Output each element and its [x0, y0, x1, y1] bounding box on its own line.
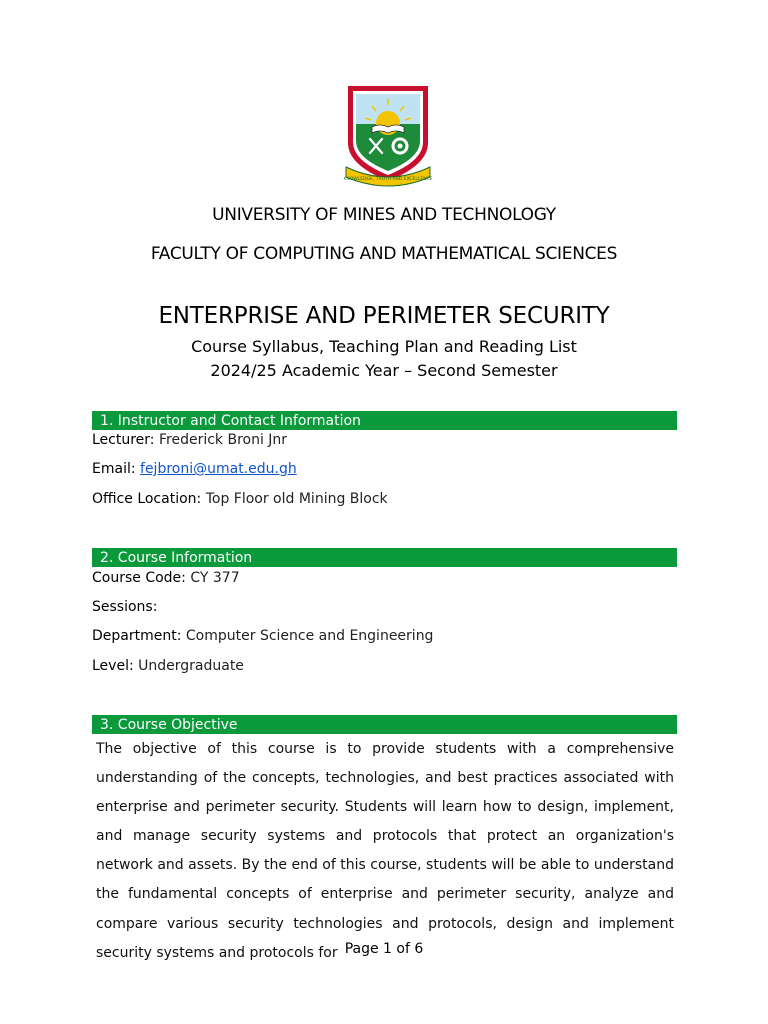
course-subtitle: Course Syllabus, Teaching Plan and Reading List	[191, 337, 577, 356]
sessions-row	[92, 599, 157, 615]
course-code-value: CY 377	[190, 570, 240, 586]
course-code-row	[92, 570, 240, 586]
section-heading-instructor: 1. Instructor and Contact Information	[92, 411, 677, 430]
lecturer-value: Frederick Broni Jnr	[158, 432, 288, 448]
email-label: Email:	[92, 461, 136, 477]
section-heading-objective: 3. Course Objective	[92, 715, 677, 734]
academic-term: 2024/25 Academic Year – Second Semester	[210, 361, 558, 380]
page-number: Page 1 of 6	[344, 941, 424, 957]
lecturer-label: Lecturer:	[92, 432, 155, 448]
office-label: Office Location:	[92, 491, 202, 507]
objective-paragraph: The objective of this course is to provide students with a comprehensive understanding of the concepts, technologies, and best practices associated with enterprise and perimeter security. Students will learn how to design, implement, and manage security systems and protocols that protect an organization's network and assets. By the end of this course, students will be able to understand the fundamental concepts of enterprise and perimeter security, analyze and compare various security technologies and protocols, design and implement security systems and protocols for	[96, 741, 674, 961]
course-code-label: Course Code:	[92, 570, 186, 586]
department-label: Department:	[92, 628, 182, 644]
level-label: Level:	[92, 658, 134, 674]
email-link[interactable]: fejbroni@umat.edu.gh	[140, 461, 297, 477]
course-title: ENTERPRISE AND PERIMETER SECURITY	[158, 303, 610, 329]
logo-motto: KNOWLEDGE, TRUTH AND EXCELLENCE	[344, 177, 432, 182]
office-value: Top Floor old Mining Block	[205, 491, 388, 507]
university-crest-logo	[344, 83, 432, 189]
university-name: UNIVERSITY OF MINES AND TECHNOLOGY	[212, 205, 556, 225]
lecturer-row	[92, 432, 287, 448]
level-row	[92, 658, 244, 674]
department-row	[92, 628, 433, 644]
email-row	[92, 461, 297, 477]
sessions-label: Sessions:	[92, 599, 158, 615]
faculty-name: FACULTY OF COMPUTING AND MATHEMATICAL SCIENCES	[150, 244, 618, 264]
office-row	[92, 491, 388, 507]
department-value: Computer Science and Engineering	[185, 628, 434, 644]
level-value: Undergraduate	[138, 658, 244, 674]
section-heading-course-info: 2. Course Information	[92, 548, 677, 567]
